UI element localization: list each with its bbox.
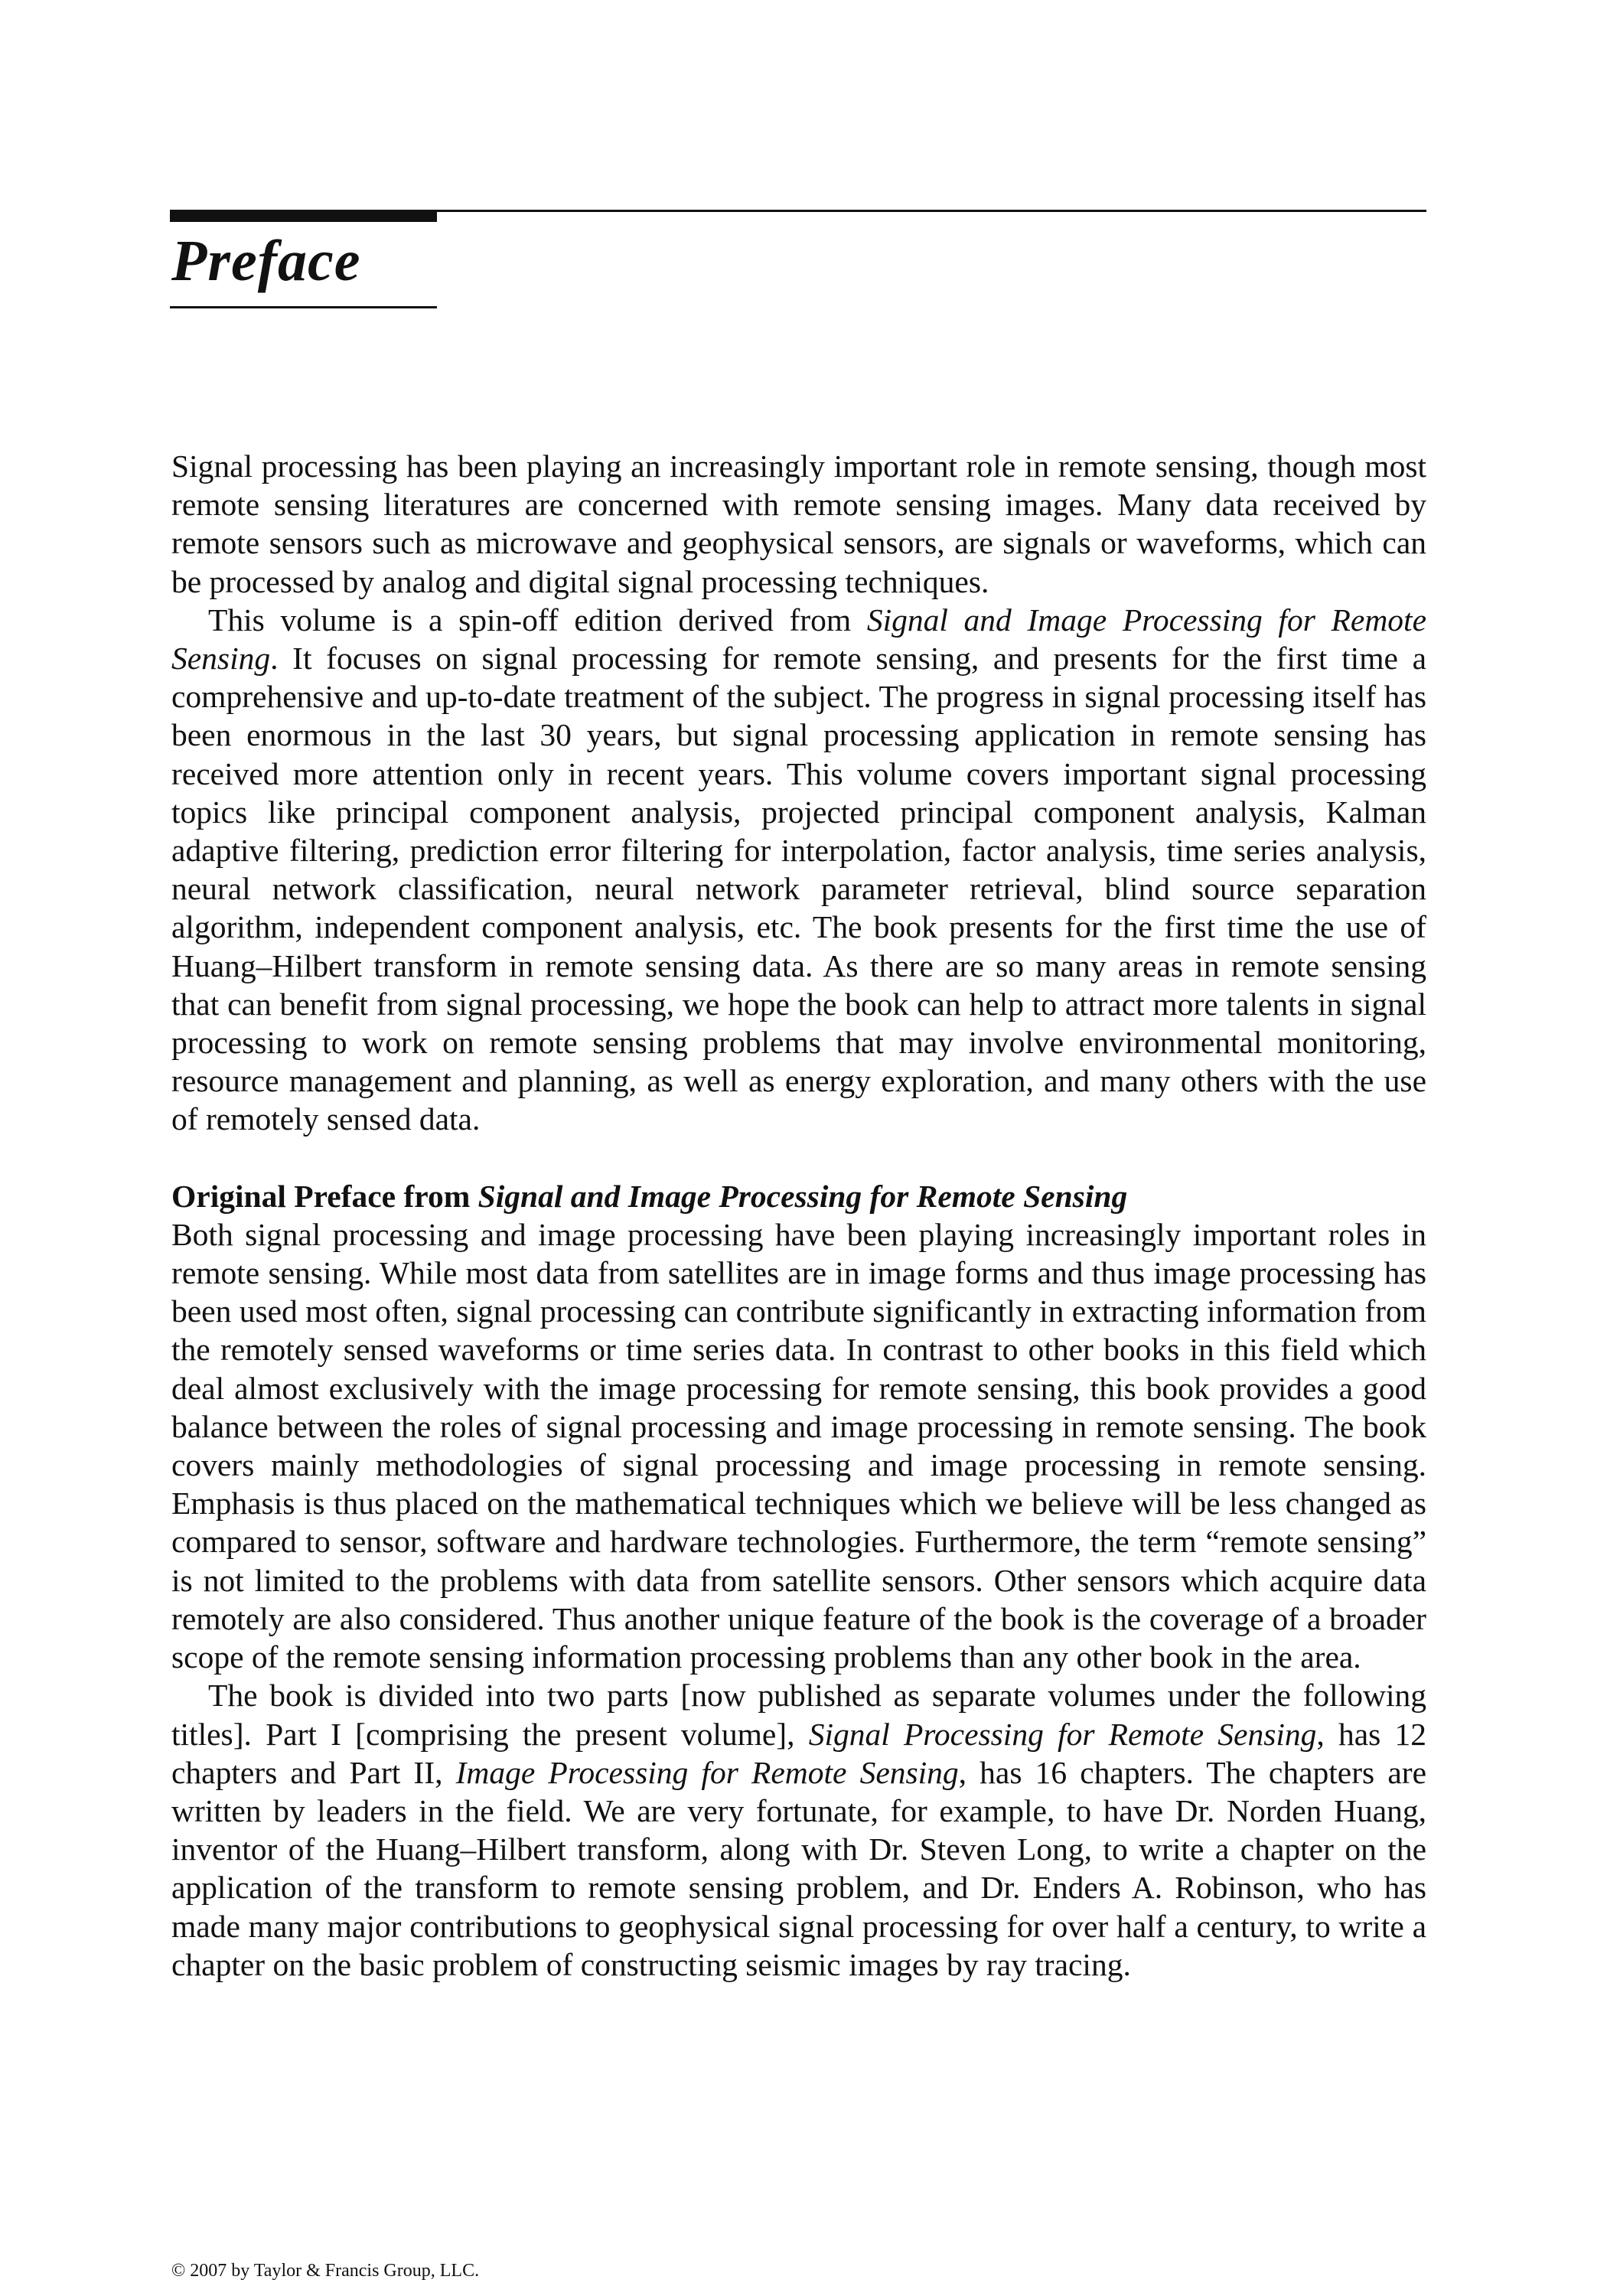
- preface-body: [171, 447, 1426, 1984]
- section-heading-title: Signal and Image Processing for Remote Sensing: [478, 1178, 1128, 1214]
- paragraph-4-part1: The book is divided into two parts [now published as separate volumes under the following titles]. Part I [comprising the present volume],: [171, 1678, 1426, 1752]
- paragraph-2-before: This volume is a spin-off edition derived from: [208, 602, 867, 638]
- section-heading: [171, 1177, 1426, 1215]
- paragraph-4-part3: , has 16 chapters. The chapters are written by leaders in the field. We are very fortunate, for example, to have Dr. Norden Huang, inventor of the Huang–Hilbert transform, along with Dr. Steven Long, to write a chapter on the application of the transform to remote sensing problem, and Dr. Enders A. Robinson, who has made many major contributions to geophysical signal processing for over half a century, to write a chapter on the basic problem of constructing seismic images by ray tracing.: [171, 1754, 1426, 1982]
- paragraph-2: [171, 601, 1426, 1139]
- copyright-footer: © 2007 by Taylor & Francis Group, LLC.: [171, 2261, 480, 2281]
- paragraph-2-after: . It focuses on signal processing for remote sensing, and presents for the first time a comprehensive and up-to-date treatment of the subject. The progress in signal processing itself has been enormous in the last 30 years, but signal processing application in remote sensing has received more attention only in recent years. This volume covers important signal processing topics like principal component analysis, projected principal component analysis, Kalman adaptive filtering, prediction error filtering for interpolation, factor analysis, time series analysis, neural network classification, neural network parameter retrieval, blind source separation algorithm, independent component analysis, etc. The book presents for the first time the use of Huang–Hilbert transform in remote sensing data. As there are so many areas in remote sensing that can benefit from signal processing, we hope the book can help to attract more talents in signal processing to work on remote sensing problems that may involve environmental monitoring, resource management and planning, as well as energy exploration, and many others with the use of remotely sensed data.: [171, 641, 1426, 1137]
- paragraph-4-title2: Image Processing for Remote Sensing: [455, 1754, 959, 1790]
- section-heading-lead: Original Preface from: [171, 1178, 478, 1214]
- title-underline: [170, 306, 437, 308]
- paragraph-4-title1: Signal Processing for Remote Sensing: [808, 1716, 1317, 1752]
- paragraph-4-part2: , has 12 chapters and Part II,: [171, 1716, 1426, 1790]
- paragraph-3: Both signal processing and image processing have been playing increasingly important roles in remote sensing. While most data from satellites are in image forms and thus image processing has been used most often, signal processing can contribute significantly in extracting information from the remotely sensed waveforms or time series data. In contrast to other books in this field which deal almost exclusively with the image processing for remote sensing, this book provides a good balance between the roles of signal processing and image processing in remote sensing. The book covers mainly methodologies of signal processing and image processing in remote sensing. Emphasis is thus placed on the mathematical techniques which we believe will be less changed as compared to sensor, software and hardware technologies. Furthermore, the term “remote sensing” is not limited to the problems with data from satellite sensors. Other sensors which acquire data remotely are also considered. Thus another unique feature of the book is the coverage of a broader scope of the remote sensing information processing problems than any other book in the area.: [171, 1216, 1426, 1675]
- paragraph-1: Signal processing has been playing an increasingly important role in remote sensing, though most remote sensing literatures are concerned with remote sensing images. Many data received by remote sensors such as microwave and geophysical sensors, are signals or waveforms, which can be processed by analog and digital signal processing techniques.: [171, 448, 1426, 599]
- paragraph-2-book-title: Signal and Image Processing for Remote Sensing: [171, 602, 1426, 677]
- header-rule-thick: [170, 210, 437, 222]
- page-title: Preface: [171, 229, 361, 293]
- paragraph-4: [171, 1676, 1426, 1984]
